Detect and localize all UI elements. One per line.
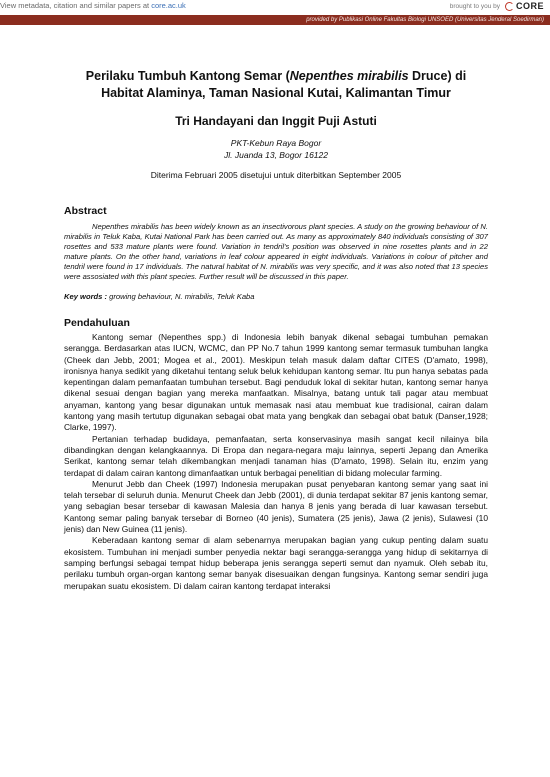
provided-by-text[interactable]: provided by Publikasi Online Fakultas Biologi UNSOED (Universitas Jenderal Soedirman): [306, 17, 544, 23]
abstract-heading: Abstract: [64, 205, 107, 217]
abstract-text: Nepenthes mirabilis has been widely known as an insectivorous plant species. A study on the growing behaviour of N. mirabilis in Teluk Kaba, Kutai National Park has been carried out. As many as approximately 840 individuals consisting of 307 rosettes and 533 mature plants were found. Variation in tendril's position was observed in nine rosettes plants and in 22 mature plants. On the other hand, variations in leaf colour appeared in eight individuals. Variations in colour of pitcher and tendril were found in 17 individuals. The natural habitat of N. mirabilis was very specific, and it was also noted that 13 species were assosiated with this plant species. Further result will be discussed in this paper.: [64, 222, 488, 281]
core-metadata-text[interactable]: [0, 1, 186, 10]
keywords-label: Key words :: [64, 292, 108, 301]
paragraph-3: Menurut Jebb dan Cheek (1997) Indonesia merupakan pusat penyebaran kantong semar yang saat ini telah tersebar di seluruh dunia. Menurut Cheek dan Jebb (2001), di dunia terdapat sekitar 87 jenis kantong semar, yang sebagian besar tersebar di kawasan Malesia dan hanya 8 jenis yang berada di luar kawasan tersebut. Kantong semar paling banyak tersebar di Borneo (40 jenis), Sumatera (25 jenis), Jawa (2 jenis), Sulawesi (10 jenis) dan New Guinea (11 jenis).: [64, 478, 488, 535]
keywords-value: growing behaviour, N. mirabilis, Teluk Kaba: [107, 292, 255, 301]
affiliation-line2: Jl. Juanda 13, Bogor 16122: [224, 150, 328, 160]
keywords: [64, 292, 488, 302]
affiliation: [64, 137, 488, 161]
affiliation-line1: PKT-Kebun Raya Bogor: [230, 138, 322, 148]
authors: Tri Handayani dan Inggit Puji Astuti: [175, 114, 377, 128]
pendahuluan-heading: Pendahuluan: [64, 317, 130, 329]
title-line2: Habitat Alaminya, Taman Nasional Kutai, Kalimantan Timur: [101, 86, 451, 100]
paragraph-2: Pertanian terhadap budidaya, pemanfaatan, serta konservasinya masih sangat kecil nilainya bila dibandingkan dengan kelangkaannya. Di Eropa dan negara-negara maju lainnya, seperti Jepang dan Amerika Serikat, kantong semar telah dikembangkan menjadi tanaman hias (D'amato, 1998). Selain itu, enzim yang terdapat di dalam cairan kantong dimanfaatkan untuk berbagai penelitian di bidang molecular farming.: [64, 433, 488, 478]
core-link[interactable]: core.ac.uk: [151, 1, 186, 10]
title-line1-italic: Nepenthes mirabilis: [289, 69, 409, 83]
title-line1-pre: Perilaku Tumbuh Kantong Semar (: [85, 69, 290, 83]
core-brand[interactable]: [450, 1, 544, 11]
core-logo: CORE: [515, 1, 544, 11]
core-header-bar: [0, 0, 550, 25]
core-left-text: View metadata, citation and similar papers at: [0, 1, 152, 10]
title-line1-post: Druce) di: [408, 69, 467, 83]
brought-by-text: brought to you by: [449, 2, 500, 10]
paragraph-4: Keberadaan kantong semar di alam sebenarnya merupakan bagian yang cukup penting dalam suatu ekosistem. Tumbuhan ini menjadi sumber penyedia nektar bagi serangga-serangga yang hidup di sekitarnya di samping berfungsi sebagai tempat hidup beberapa jenis serangga seperti semut dan nyamuk. Oleh sebab itu, perilaku tumbuh organ-organ kantong semar banyak disesuaikan dengan fungsinya. Kantong semar sendiri juga merupakan suatu ekosistem. Di dalam cairan kantong terdapat interaksi: [64, 535, 488, 591]
paper-title: [64, 68, 488, 102]
paragraph-1: Kantong semar (Nepenthes spp.) di Indonesia lebih banyak dikenal sebagai tumbuhan pemakan serangga. Berdasarkan atas IUCN, WCMC, dan PP No.7 tahun 1999 kantong semar termasuk tumbuhan langka (Cheek dan Jebb, 2001; Mogea et al., 2001). Meskipun telah masuk dalam daftar CITES (D'amato, 1998), ironisnya hanya sedikit yang diketahui tentang seluk beluk kehidupan kantong semar. Itu pun hanya sebatas pada kepentingan dalam pemanfaatan tumbuhan tersebut. Bagi penduduk lokal di sekitar hutan, kantong semar hanya dikenal sesuai dengan bagian yang mereka manfaatkan. Misalnya, batang untuk tali pagar atau membuat anyaman, kantong yang besar digunakan untuk memasak nasi atau membuat kue tradisional, cairan dalam kantong yang masih tertutup digunakan sebagai obat mata yang bengkak dan sebagai obat batuk (Danser,1928; Clarke, 1997).: [64, 332, 488, 433]
received-date: Diterima Februari 2005 disetujui untuk diterbitkan September 2005: [150, 170, 402, 180]
core-logo-icon: [505, 2, 514, 11]
document-page: [64, 68, 488, 592]
